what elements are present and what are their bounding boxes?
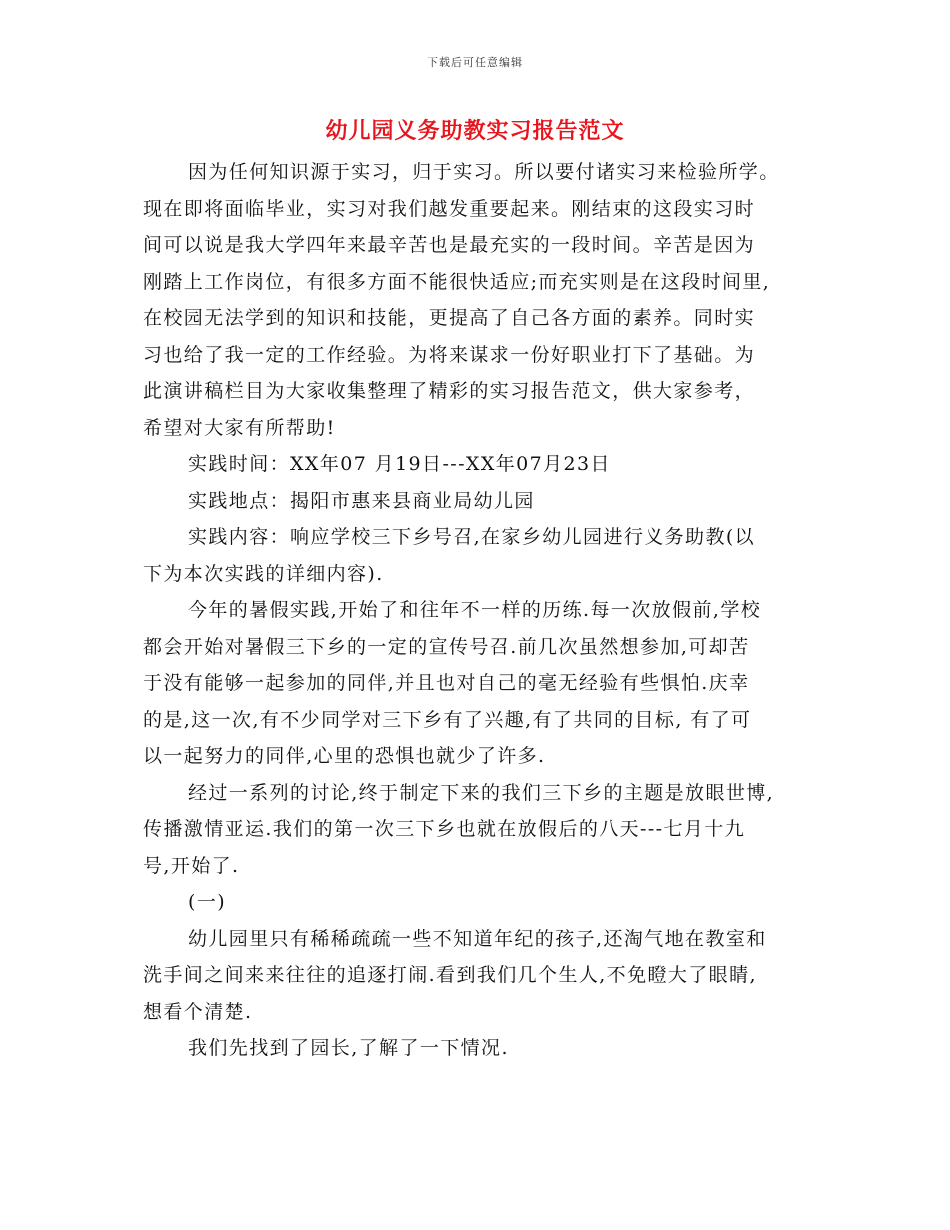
body-line: 实践内容：响应学校三下乡号召,在家乡幼儿园进行义务助教(以 xyxy=(188,526,756,548)
body-line: 经过一系列的讨论,终于制定下来的我们三下乡的主题是放眼世博, xyxy=(188,781,775,804)
body-line: 因为任何知识源于实习，归于实习。所以要付诸实习来检验所学。 xyxy=(188,161,780,183)
body-line: 现在即将面临毕业，实习对我们越发重要起来。刚结束的这段实习时 xyxy=(143,197,756,220)
body-line: 此演讲稿栏目为大家收集整理了精彩的实习报告范文，供大家参考， xyxy=(143,380,756,402)
page-header: 下载后可任意编辑 xyxy=(427,56,523,69)
body-line: 想看个清楚. xyxy=(143,1000,253,1023)
body-line: 都会开始对暑假三下乡的一定的宣传号召.前几次虽然想参加,可却苦 xyxy=(143,635,750,658)
body-line: 在校园无法学到的知识和技能，更提高了自己各方面的素养。同时实 xyxy=(143,307,756,329)
body-line: (一) xyxy=(188,891,227,913)
body-line: 刚踏上工作岗位，有很多方面不能很快适应;而充实则是在这段时间里, xyxy=(143,270,771,293)
body-line: 今年的暑假实践,开始了和往年不一样的历练.每一次放假前,学校 xyxy=(188,599,762,621)
body-line: 实践地点：揭阳市惠来县商业局幼儿园 xyxy=(188,489,535,512)
body-line: 洗手间之间来来往往的追逐打闹.看到我们几个生人,不免瞪大了眼睛, xyxy=(143,964,757,986)
body-line: 传播激情亚运.我们的第一次三下乡也就在放假后的八天---七月十九 xyxy=(143,818,746,840)
body-line: 以一起努力的同伴,心里的恐惧也就少了许多. xyxy=(143,745,546,767)
document-body xyxy=(143,154,808,1067)
body-line: 的是,这一次,有不少同学对三下乡有了兴趣,有了共同的目标, 有了可 xyxy=(143,708,752,731)
body-line: 间可以说是我大学四年来最辛苦也是最充实的一段时间。辛苦是因为 xyxy=(143,234,756,256)
body-line: 我们先找到了园长,了解了一下情况. xyxy=(188,1037,509,1059)
body-line: 于没有能够一起参加的同伴,并且也对自己的毫无经验有些惧怕.庆幸 xyxy=(143,672,750,694)
document-title: 幼儿园义务助教实习报告范文 xyxy=(325,118,625,144)
body-line: 希望对大家有所帮助! xyxy=(143,416,336,439)
body-line: 幼儿园里只有稀稀疏疏一些不知道年纪的孩子,还淘气地在教室和 xyxy=(188,927,767,950)
body-line: 号,开始了. xyxy=(143,854,240,877)
body-line: 实践时间：XX年07 月19日---XX年07月23日 xyxy=(188,453,611,475)
body-line: 下为本次实践的详细内容). xyxy=(143,562,384,585)
body-line: 习也给了我一定的工作经验。为将来谋求一份好职业打下了基础。为 xyxy=(143,343,756,366)
